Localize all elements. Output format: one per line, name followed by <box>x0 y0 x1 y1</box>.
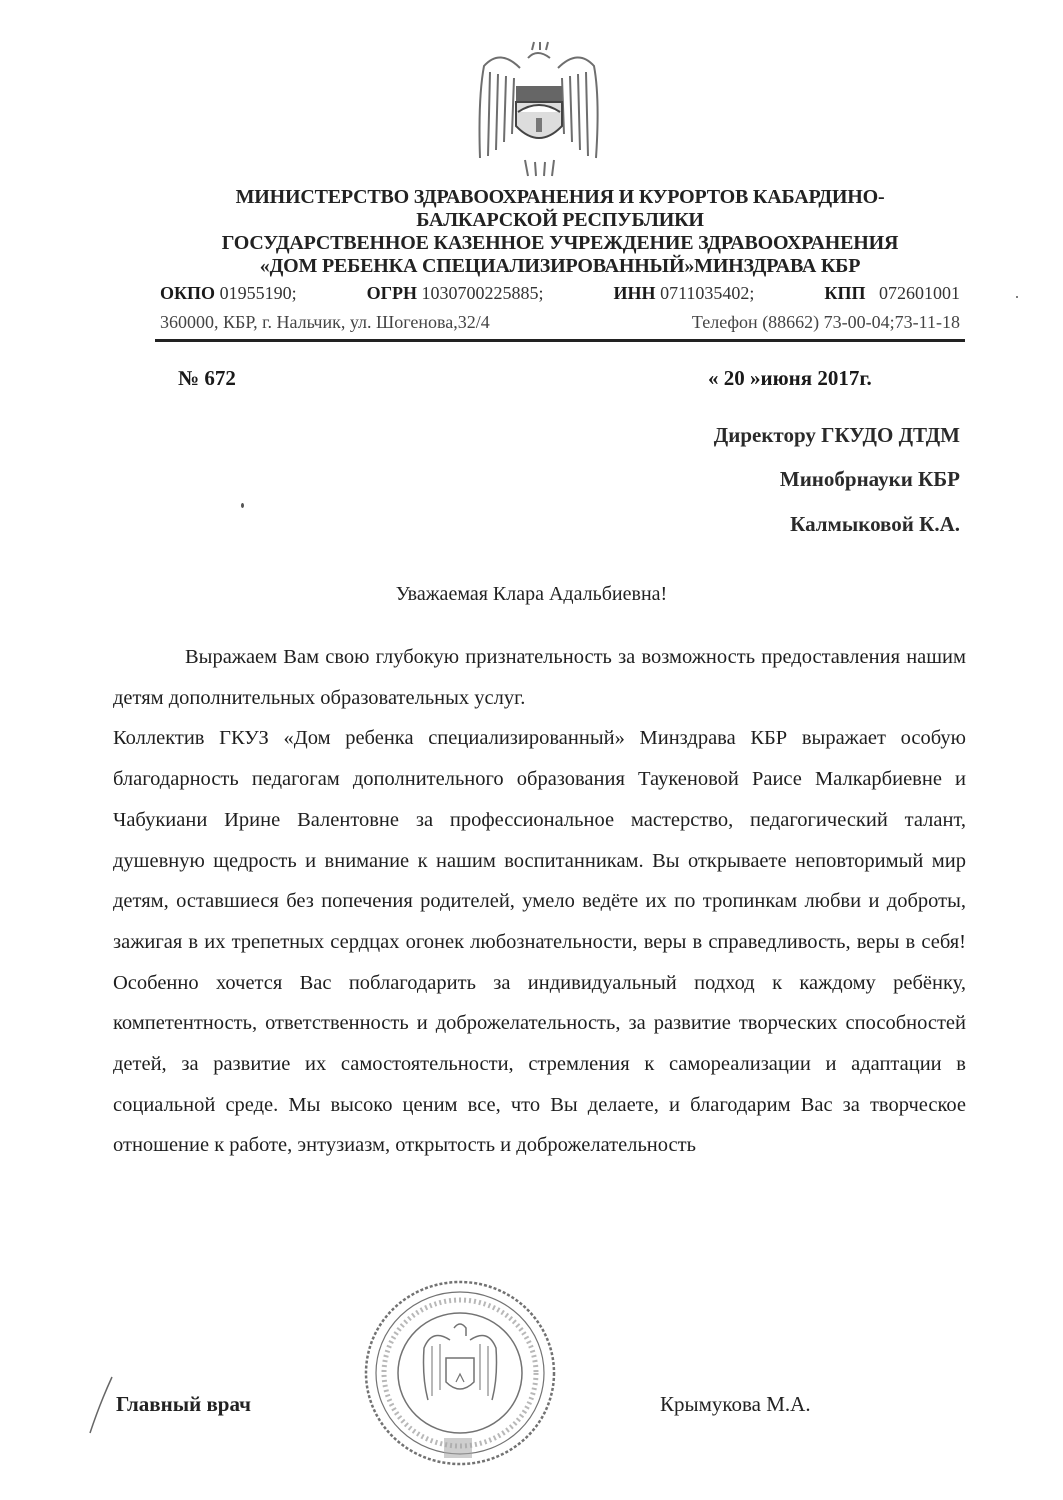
requisite-ogrn <box>367 283 544 304</box>
ministry-name-line2: БАЛКАРСКОЙ РЕСПУБЛИКИ <box>416 209 704 231</box>
body-paragraph-1: Выражаем Вам свою глубокую признательность за возможность предоставления нашим детям дополнительных образовательных услуг. <box>113 646 966 709</box>
phone: Телефон (88662) 73-00-04;73-11-18 <box>691 312 960 332</box>
letterhead-divider <box>155 339 965 342</box>
requisite-kpp <box>824 283 960 304</box>
recipient-line-2: Минобрнауки КБР <box>779 467 960 491</box>
requisite-label: ОКПО <box>160 283 216 303</box>
requisite-value: 1030700225885; <box>421 283 544 303</box>
letter-body <box>113 637 966 1166</box>
ministry-name-line1: МИНИСТЕРСТВО ЗДРАВООХРАНЕНИЯ И КУРОРТОВ КАБАРДИНО- <box>235 186 885 208</box>
scan-speck <box>1016 296 1018 298</box>
signatory-title: Главный врач <box>116 1392 251 1416</box>
signatory-name: Крымукова М.А. <box>660 1392 811 1416</box>
letter-number: № 672 <box>178 366 236 390</box>
greeting: Уважаемая Клара Адальбиевна! <box>395 583 668 605</box>
body-paragraph-2: Коллектив ГКУЗ «Дом ребенка специализированный» Минздрава КБР выражает особую благодарность педагогам дополнительного образования Таукеновой Раисе Малкарбиевне и Чабукиани Ирине Валентовне за профессиональное мастерство, педагогический талант, душевную щедрость и внимание к нашим воспитанникам. Вы открываете неповторимый мир детям, оставшиеся без попечения родителей, умело ведёте их по тропинкам любви и доброты, зажигая в их трепетных сердцах огонек любознательности, веры в справедливость, веры в себя! Особенно хочется Вас поблагодарить за индивидуальный подход к каждому ребёнку, компетентность, ответственность и доброжелательность, за развитие творческих способностей детей, за развитие их самостоятельности, стремления к самореализации и адаптации в социальной среде. Мы высоко ценим все, что Вы делаете, и благодарим Вас за творческое отношение к работе, энтузиазм, открытость и доброжелательность <box>113 727 966 1157</box>
requisite-label: ОГРН <box>366 283 418 303</box>
kbr-coat-of-arms-icon <box>470 38 605 178</box>
recipient-line-3: Калмыковой К.А. <box>790 512 960 536</box>
requisite-label: КПП <box>824 283 866 303</box>
institution-name-line1: ГОСУДАРСТВЕННОЕ КАЗЕННОЕ УЧРЕЖДЕНИЕ ЗДРАВООХРАНЕНИЯ <box>221 232 899 254</box>
round-seal-stamp-icon <box>362 1278 558 1468</box>
requisite-value: 01955190; <box>219 283 297 303</box>
scan-speck <box>241 503 244 508</box>
address: 360000, КБР, г. Нальчик, ул. Шогенова,32/4 <box>160 312 490 332</box>
requisite-label: ИНН <box>613 283 656 303</box>
requisite-inn <box>614 283 755 304</box>
requisite-value: 0711035402; <box>660 283 755 303</box>
letter-date: « 20 »июня 2017г. <box>708 366 872 390</box>
signature-stroke-icon <box>86 1375 116 1435</box>
contact-line <box>160 312 960 333</box>
institution-name-line2: «ДОМ РЕБЕНКА СПЕЦИАЛИЗИРОВАННЫЙ»МИНЗДРАВА КБР <box>259 255 861 277</box>
requisite-okpo <box>160 283 297 304</box>
requisite-value: 072601001 <box>878 283 960 303</box>
recipient-line-1: Директору ГКУДО ДТДМ <box>713 423 960 447</box>
requisites-line <box>160 283 960 304</box>
